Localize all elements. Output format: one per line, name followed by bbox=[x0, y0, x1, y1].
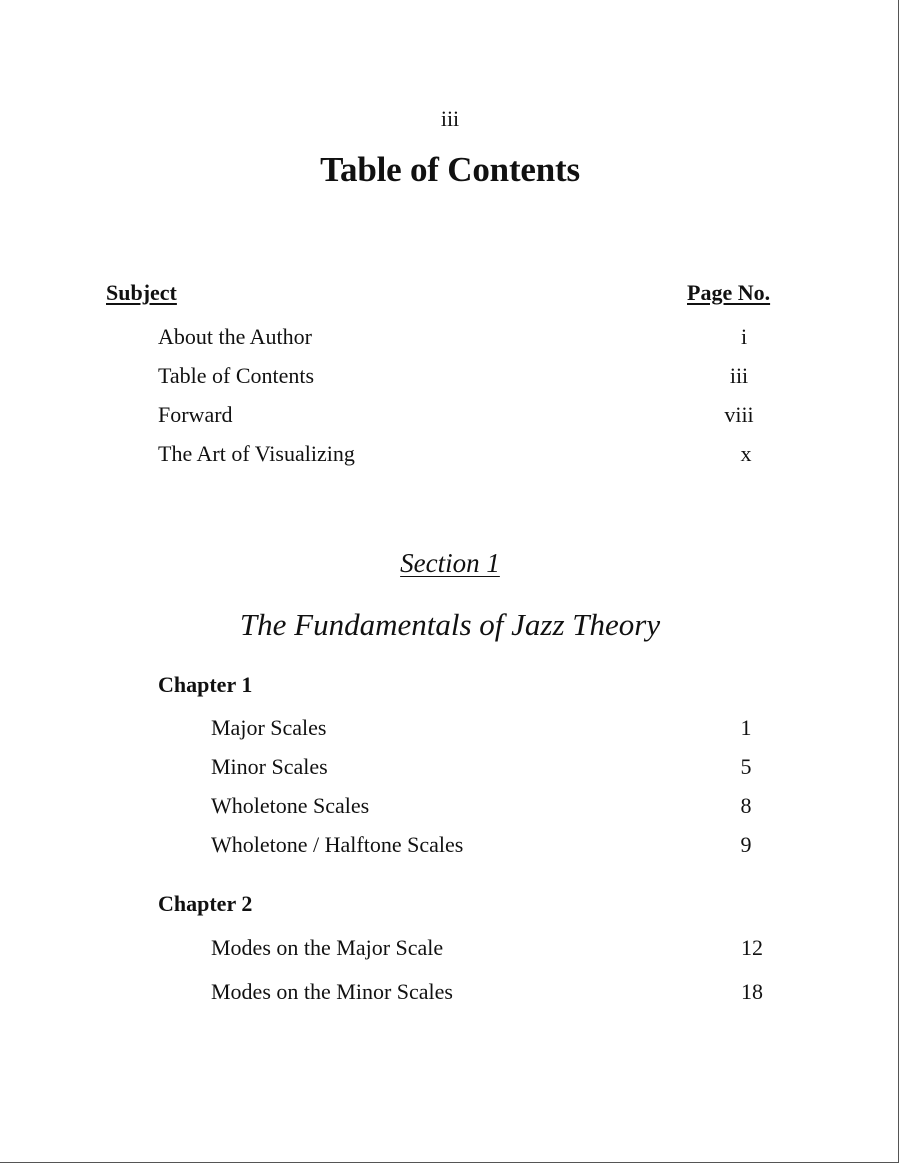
toc-entry-about-author[interactable]: About the Author bbox=[158, 324, 312, 349]
chapter-1-heading: Chapter 1 bbox=[158, 672, 253, 697]
toc-entry-art-of-visualizing[interactable]: The Art of Visualizing bbox=[158, 441, 355, 466]
section-label: Section 1 bbox=[400, 548, 500, 578]
chapter-2-heading: Chapter 2 bbox=[158, 891, 253, 916]
toc-page-forward: viii bbox=[724, 402, 754, 427]
toc-page-major-scales: 1 bbox=[740, 715, 752, 740]
toc-page-wholetone-scales: 8 bbox=[740, 793, 752, 818]
toc-page-wholetone-halftone-scales: 9 bbox=[740, 832, 752, 857]
toc-entry-table-of-contents[interactable]: Table of Contents bbox=[158, 363, 315, 388]
toc-entry-major-scales[interactable]: Major Scales bbox=[211, 715, 327, 740]
toc-page-about-author: i bbox=[740, 324, 748, 349]
toc-page-modes-minor-scales: 18 bbox=[741, 979, 763, 1004]
subject-column-header: Subject bbox=[106, 280, 177, 305]
section-title: The Fundamentals of Jazz Theory bbox=[239, 607, 661, 642]
toc-page-art-of-visualizing: x bbox=[740, 441, 752, 466]
toc-entry-modes-minor-scales[interactable]: Modes on the Minor Scales bbox=[211, 979, 453, 1004]
toc-entry-modes-major-scale[interactable]: Modes on the Major Scale bbox=[211, 935, 444, 960]
toc-entry-minor-scales[interactable]: Minor Scales bbox=[211, 754, 328, 779]
toc-entry-forward[interactable]: Forward bbox=[158, 402, 233, 427]
page-number: iii bbox=[440, 106, 460, 131]
page-title: Table of Contents bbox=[320, 150, 580, 189]
toc-page-minor-scales: 5 bbox=[740, 754, 752, 779]
page-no-column-header: Page No. bbox=[687, 280, 771, 305]
toc-entry-wholetone-scales[interactable]: Wholetone Scales bbox=[211, 793, 370, 818]
toc-page-table-of-contents: iii bbox=[729, 363, 749, 388]
toc-entry-wholetone-halftone-scales[interactable]: Wholetone / Halftone Scales bbox=[211, 832, 464, 857]
toc-page-modes-major-scale: 12 bbox=[741, 935, 763, 960]
